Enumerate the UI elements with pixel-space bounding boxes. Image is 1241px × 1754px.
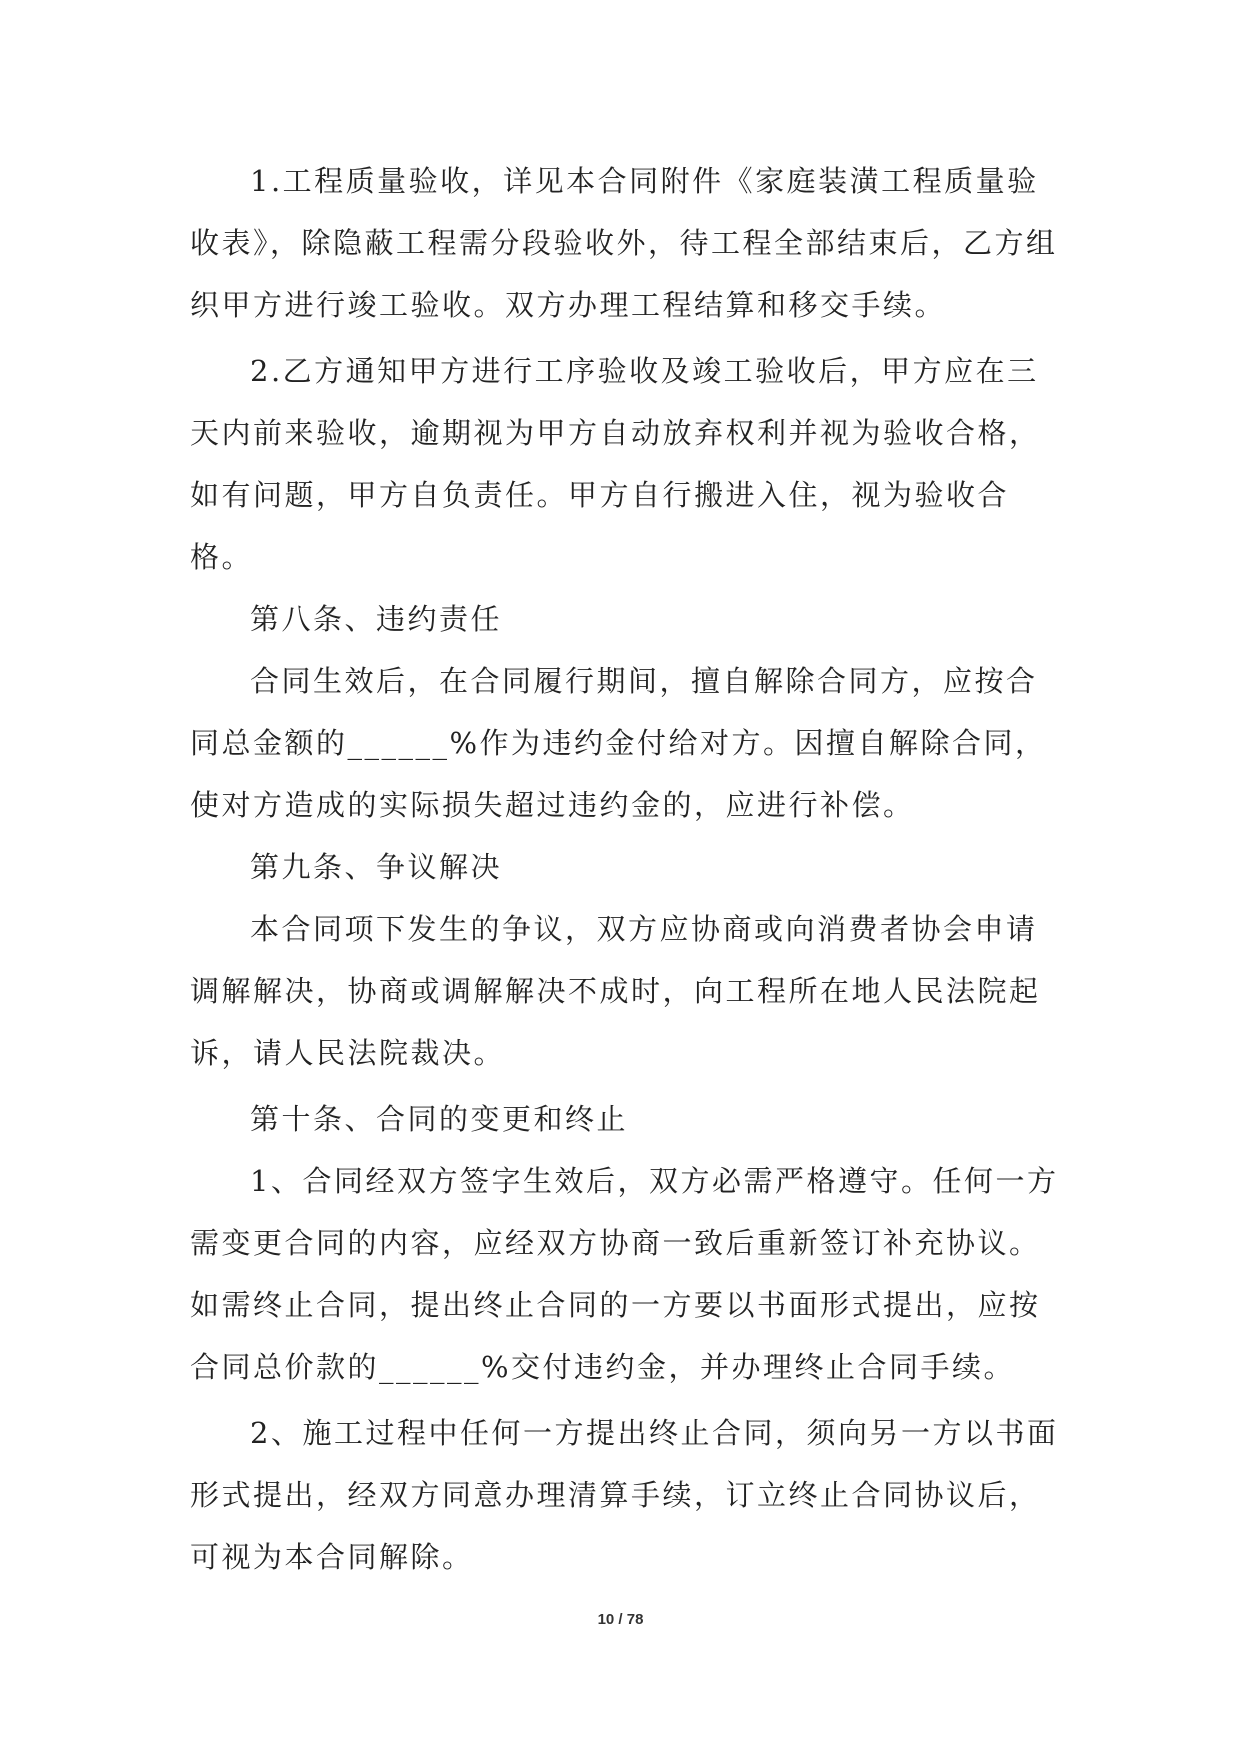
article-9-heading: 第九条、争议解决	[250, 850, 503, 884]
paragraph-quality-acceptance: 1.工程质量验收，详见本合同附件《家庭装潢工程质量验收表》，除隐蔽工程需分段验收外，待工程全部结束后，乙方组织甲方进行竣工验收。双方办理工程结算和移交手续。	[190, 164, 1058, 322]
document-body	[190, 150, 1060, 1588]
article-10-heading: 第十条、合同的变更和终止	[250, 1102, 629, 1136]
paragraph-contract-change: 1、合同经双方签字生效后，双方必需严格遵守。任何一方需变更合同的内容，应经双方协商一致后重新签订补充协议。如需终止合同，提出终止合同的一方要以书面形式提出，应按合同总价款的______%交付违约金，并办理终止合同手续。	[190, 1164, 1059, 1384]
page-number: 10 / 78	[597, 1611, 644, 1628]
article-8-heading: 第八条、违约责任	[250, 602, 503, 636]
paragraph-breach-liability: 合同生效后，在合同履行期间，擅自解除合同方，应按合同总金额的______%作为违约金付给对方。因擅自解除合同，使对方造成的实际损失超过违约金的，应进行补偿。	[190, 664, 1047, 822]
paragraph-dispute-resolution: 本合同项下发生的争议，双方应协商或向消费者协会申请调解解决，协商或调解解决不成时，向工程所在地人民法院起诉，请人民法院裁决。	[190, 912, 1041, 1070]
paragraph-acceptance-notice: 2.乙方通知甲方进行工序验收及竣工验收后，甲方应在三天内前来验收，逾期视为甲方自动放弃权利并视为验收合格，如有问题，甲方自负责任。甲方自行搬进入住，视为验收合格。	[190, 354, 1041, 574]
paragraph-contract-termination: 2、施工过程中任何一方提出终止合同，须向另一方以书面形式提出，经双方同意办理清算手续，订立终止合同协议后，可视为本合同解除。	[190, 1416, 1059, 1574]
